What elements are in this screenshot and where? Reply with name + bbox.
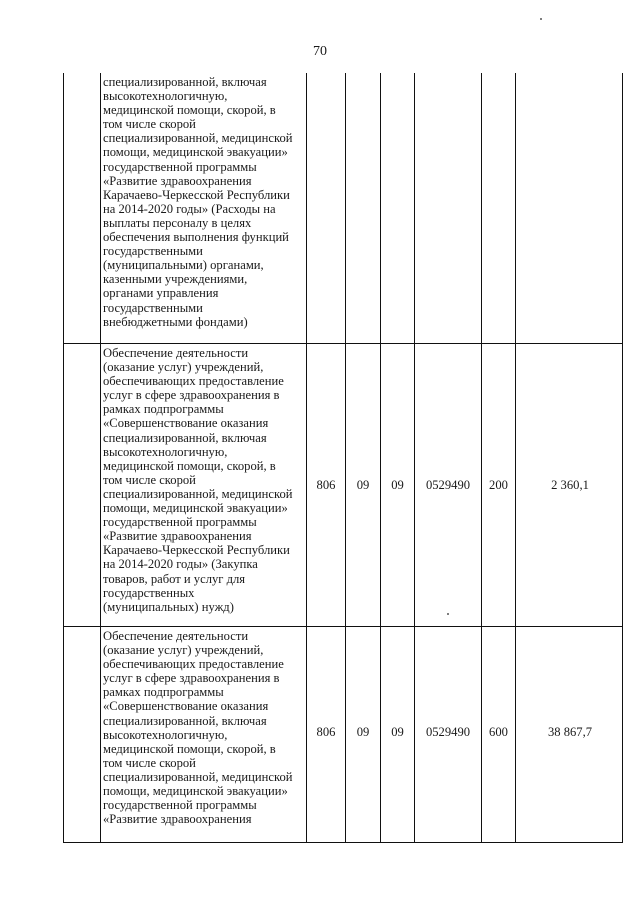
row-separator — [64, 626, 622, 627]
expense-type-code: 600 — [489, 725, 508, 739]
section-code: 09 — [356, 478, 370, 492]
scan-speck — [540, 18, 542, 20]
table-row-description: специализированной, включая высокотехнологичную, медицинской помощи, скорой, в том числе скорой специализированной, медицинской помощи, медицинской эвакуации» государственной программы «Развитие здравоохранения Карачаево-Черкесской Республики на 2014-2020 годы» (Расходы на выплаты персоналу в целях обеспечения выполнения функций государственными (муниципальными) органами, казенными учреждениями, органами управления государственными внебюджетными фондами) — [103, 75, 293, 329]
budget-table — [63, 73, 623, 843]
ministry-code: 806 — [316, 478, 336, 492]
target-article-code: 0529490 — [425, 478, 471, 492]
target-article-code: 0529490 — [425, 725, 471, 739]
scan-speck — [447, 613, 449, 615]
page-number: 70 — [313, 44, 327, 59]
ministry-code: 806 — [316, 725, 336, 739]
amount: 38 867,7 — [547, 725, 593, 739]
table-row-description: Обеспечение деятельности (оказание услуг) учреждений, обеспечивающих предоставление услуг в сфере здравоохранения в рамках подпрограммы «Совершенствование оказания специализированной, включая высокотехнологичную, медицинской помощи, скорой, в том числе скорой специализированной, медицинской помощи, медицинской эвакуации» государственной программы «Развитие здравоохранения — [103, 629, 293, 827]
row-separator — [64, 343, 622, 344]
expense-type-code: 200 — [489, 478, 508, 492]
table-row-description: Обеспечение деятельности (оказание услуг) учреждений, обеспечивающих предоставление услуг в сфере здравоохранения в рамках подпрограммы «Совершенствование оказания специализированной, включая высокотехнологичную, медицинской помощи, скорой, в том числе скорой специализированной, медицинской помощи, медицинской эвакуации» государственной программы «Развитие здравоохранения Карачаево-Черкесской Республики на 2014-2020 годы» (Закупка товаров, работ и услуг для государственных (муниципальных) нужд) — [103, 346, 293, 614]
subsection-code: 09 — [391, 478, 404, 492]
section-code: 09 — [356, 725, 370, 739]
amount: 2 360,1 — [551, 478, 589, 492]
subsection-code: 09 — [391, 725, 404, 739]
